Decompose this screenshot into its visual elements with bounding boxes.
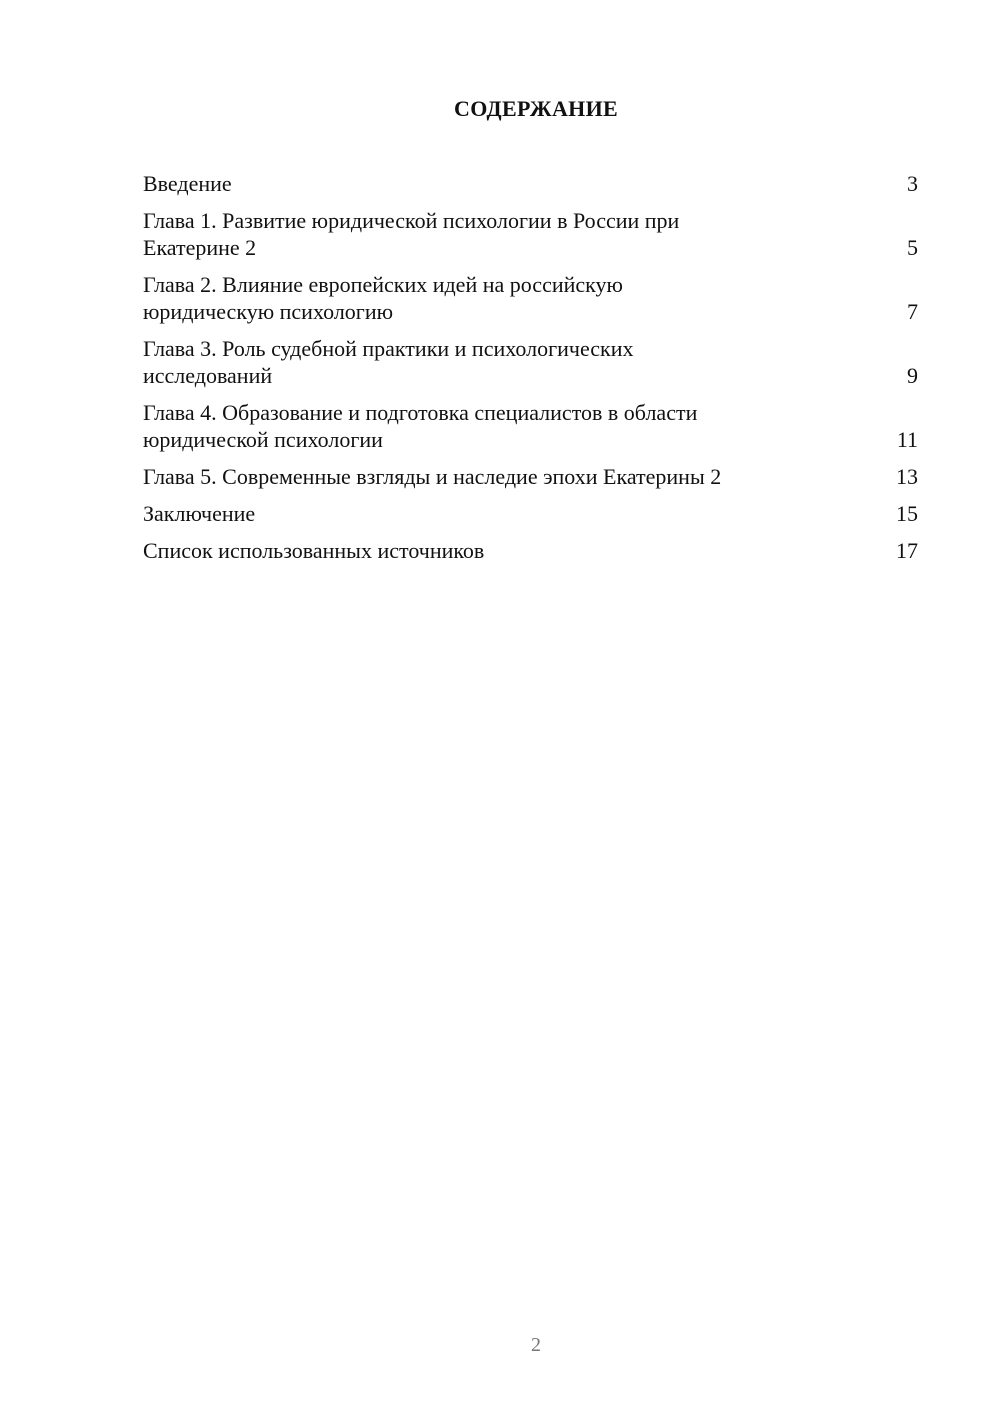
- toc-entry-chapter-1: [143, 207, 918, 261]
- page-number: 2: [531, 1334, 541, 1356]
- toc-page-number: 5: [907, 235, 918, 260]
- table-of-contents: [143, 170, 918, 574]
- toc-entry-line: Введение: [143, 171, 232, 196]
- toc-entry-text: [143, 500, 888, 527]
- toc-entry-line: юридическую психологию: [143, 299, 394, 324]
- toc-page-number: 11: [896, 427, 918, 452]
- toc-page-number: 7: [907, 299, 918, 324]
- toc-entry-text: [143, 335, 888, 389]
- toc-entry-line: Глава 2. Влияние европейских идей на российскую: [143, 272, 623, 297]
- toc-entry-conclusion: [143, 500, 918, 527]
- toc-entry-text: [143, 463, 888, 490]
- toc-entry-text: [143, 399, 888, 453]
- toc-entry-chapter-3: [143, 335, 918, 389]
- toc-entry-line: Заключение: [143, 501, 256, 526]
- toc-entry-introduction: [143, 170, 918, 197]
- toc-entry-line: исследований: [143, 363, 273, 388]
- toc-page-number: 13: [896, 464, 918, 489]
- toc-page-number: 9: [907, 363, 918, 388]
- toc-entry-chapter-2: [143, 271, 918, 325]
- toc-entry-line: Екатерине 2: [143, 235, 257, 260]
- toc-entry-text: [143, 537, 888, 564]
- toc-entry-chapter-4: [143, 399, 918, 453]
- toc-page-number: 17: [896, 538, 918, 563]
- toc-entry-line: Глава 1. Развитие юридической психологии в России при: [143, 208, 680, 233]
- toc-entry-references: [143, 537, 918, 564]
- toc-page-number: 3: [907, 171, 918, 196]
- toc-entry-text: [143, 170, 888, 197]
- toc-entry-text: [143, 207, 888, 261]
- toc-entry-line: Глава 4. Образование и подготовка специалистов в области: [143, 400, 698, 425]
- toc-entry-line: Список использованных источников: [143, 538, 485, 563]
- toc-entry-text: [143, 271, 888, 325]
- toc-page-number: 15: [896, 501, 918, 526]
- toc-entry-line: Глава 5. Современные взгляды и наследие эпохи Екатерины 2: [143, 464, 722, 489]
- toc-entry-chapter-5: [143, 463, 918, 490]
- toc-entry-line: юридической психологии: [143, 427, 383, 452]
- toc-entry-line: Глава 3. Роль судебной практики и психологических: [143, 336, 634, 361]
- page-title: СОДЕРЖАНИЕ: [454, 96, 618, 121]
